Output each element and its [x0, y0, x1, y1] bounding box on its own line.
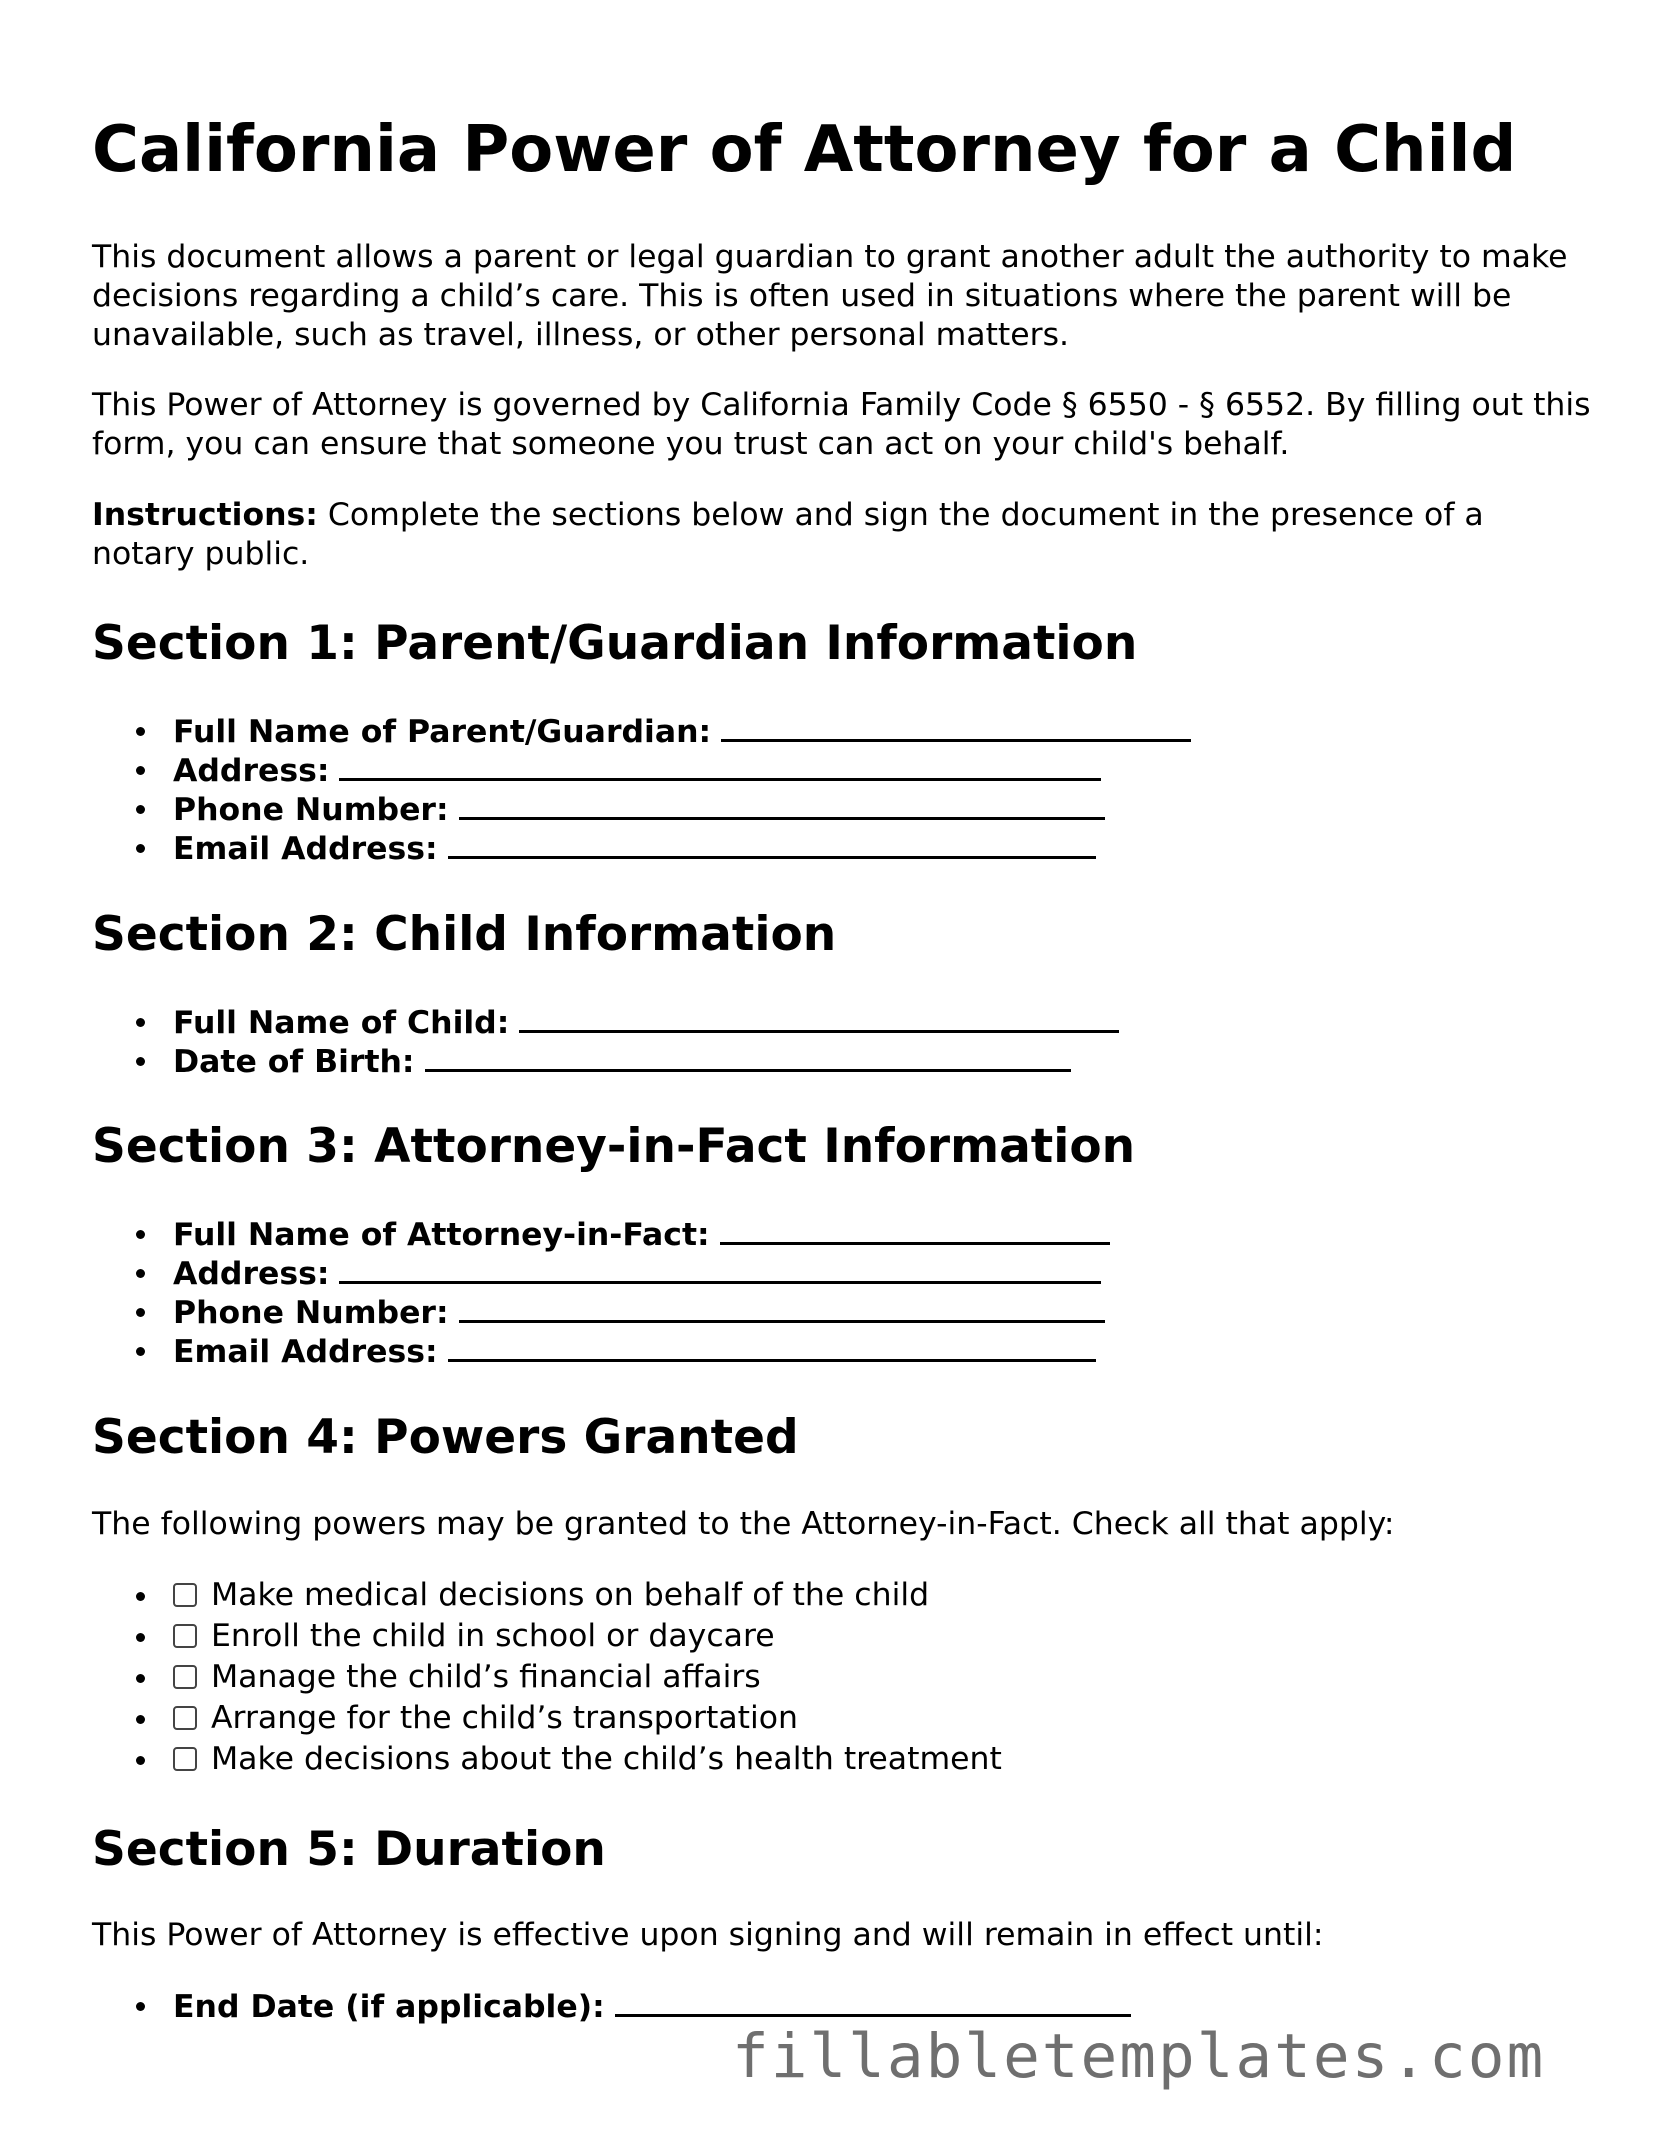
section-3-heading: Section 3: Attorney-in-Fact Information: [92, 1119, 1136, 1174]
end-date-input[interactable]: [615, 1986, 1131, 2017]
field-child-dob: [92, 1041, 1119, 1080]
field-label: Full Name of Parent/Guardian:: [173, 714, 712, 750]
health-checkbox[interactable]: [173, 1747, 197, 1771]
field-label: Full Name of Attorney-in-Fact:: [173, 1217, 710, 1253]
financial-checkbox[interactable]: [173, 1665, 197, 1689]
school-checkbox[interactable]: [173, 1624, 197, 1648]
parent-address-input[interactable]: [339, 750, 1101, 781]
section-1-heading: Section 1: Parent/Guardian Information: [92, 616, 1138, 671]
duration-text: This Power of Attorney is effective upon signing and will remain in effect until:: [92, 1917, 1324, 1953]
instructions-text: Complete the sections below and sign the document in the presence of a notary public.: [92, 497, 1484, 572]
parent-phone-input[interactable]: [459, 789, 1105, 820]
field-parent-email: [92, 828, 1191, 867]
field-parent-phone: [92, 789, 1191, 828]
field-label: Date of Birth:: [173, 1044, 415, 1080]
medical-checkbox[interactable]: [173, 1583, 197, 1607]
power-label: Make decisions about the child’s health treatment: [211, 1741, 1002, 1777]
parent-info-list: [92, 711, 1191, 867]
power-item-transportation: [92, 1698, 1002, 1739]
power-label: Make medical decisions on behalf of the child: [211, 1577, 930, 1613]
power-item-health: [92, 1739, 1002, 1780]
power-label: Manage the child’s financial affairs: [211, 1659, 761, 1695]
intro-paragraph-2: This Power of Attorney is governed by California Family Code § 6550 - § 6552. By filling out this form, you can ensure that someone you trust can act on your child's behalf.: [92, 387, 1591, 462]
field-label: Email Address:: [173, 1334, 438, 1370]
child-dob-input[interactable]: [425, 1041, 1071, 1072]
attorney-name-input[interactable]: [720, 1214, 1110, 1245]
power-label: Arrange for the child’s transportation: [211, 1700, 798, 1736]
field-attorney-email: [92, 1331, 1110, 1370]
field-child-name: [92, 1002, 1119, 1041]
field-attorney-phone: [92, 1292, 1110, 1331]
attorney-email-input[interactable]: [448, 1331, 1096, 1362]
power-item-school: [92, 1616, 1002, 1657]
field-parent-address: [92, 750, 1191, 789]
child-name-input[interactable]: [519, 1002, 1119, 1033]
field-attorney-address: [92, 1253, 1110, 1292]
field-label: End Date (if applicable):: [173, 1989, 605, 2025]
duration-list: [92, 1986, 1131, 2025]
attorney-address-input[interactable]: [339, 1253, 1101, 1284]
page-title: California Power of Attorney for a Child: [92, 113, 1517, 187]
attorney-info-list: [92, 1214, 1110, 1370]
section-4-heading: Section 4: Powers Granted: [92, 1410, 799, 1465]
field-label: Phone Number:: [173, 792, 449, 828]
child-info-list: [92, 1002, 1119, 1080]
field-attorney-name: [92, 1214, 1110, 1253]
power-label: Enroll the child in school or daycare: [211, 1618, 775, 1654]
field-parent-name: [92, 711, 1191, 750]
powers-list: [92, 1575, 1002, 1780]
parent-name-input[interactable]: [721, 711, 1191, 742]
field-label: Address:: [173, 753, 330, 789]
section-5-heading: Section 5: Duration: [92, 1822, 606, 1877]
transportation-checkbox[interactable]: [173, 1706, 197, 1730]
powers-intro-text: The following powers may be granted to the Attorney-in-Fact. Check all that apply:: [92, 1506, 1395, 1542]
watermark: fillabletemplates.com: [732, 2021, 1546, 2092]
field-label: Phone Number:: [173, 1295, 449, 1331]
field-label: Address:: [173, 1256, 330, 1292]
intro-paragraph-1: This document allows a parent or legal guardian to grant another adult the authority to make decisions regarding a child’s care. This is often used in situations where the parent will be unavailable, such as travel, illness, or other personal matters.: [92, 239, 1568, 353]
field-label: Full Name of Child:: [173, 1005, 510, 1041]
instructions-label: Instructions:: [92, 497, 318, 533]
field-end-date: [92, 1986, 1131, 2025]
parent-email-input[interactable]: [448, 828, 1096, 859]
field-label: Email Address:: [173, 831, 438, 867]
power-item-financial: [92, 1657, 1002, 1698]
attorney-phone-input[interactable]: [459, 1292, 1105, 1323]
instructions-paragraph: [92, 496, 1592, 574]
section-2-heading: Section 2: Child Information: [92, 907, 837, 962]
power-item-medical: [92, 1575, 1002, 1616]
